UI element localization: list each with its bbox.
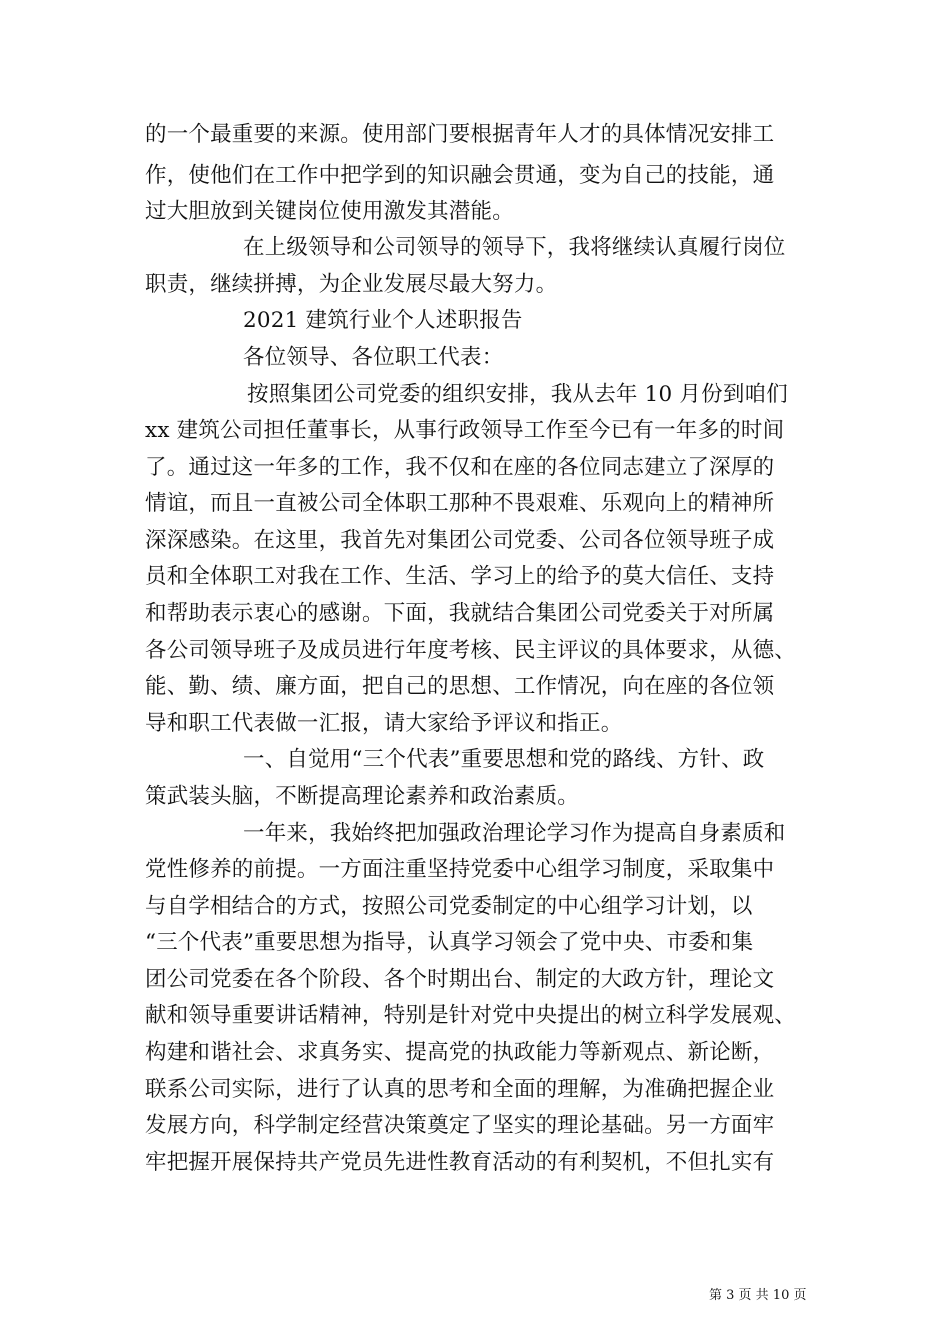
body-line: 员和全体职工对我在工作、生活、学习上的给予的莫大信任、支持: [145, 564, 775, 589]
paragraph-start: 按照集团公司党委的组织安排，我从去年 10 月份到咱们: [247, 382, 788, 407]
body-line: 与自学相结合的方式，按照公司党委制定的中心组学习计划，以: [145, 894, 753, 919]
body-line: 构建和谐社会、求真务实、提高党的执政能力等新观点、新论断，: [145, 1040, 775, 1065]
body-line: 和帮助表示衷心的感谢。下面，我就结合集团公司党委关于对所属: [145, 601, 775, 626]
body-line: 团公司党委在各个阶段、各个时期出台、制定的大政方针，理论文: [145, 967, 775, 992]
body-line: 职责，继续拼搏，为企业发展尽最大努力。: [145, 272, 558, 297]
paragraph-start: 在上级领导和公司领导的领导下，我将继续认真履行岗位: [243, 235, 786, 260]
page-number-footer: 第 3 页 共 10 页: [709, 1288, 807, 1303]
report-title: 2021 建筑行业个人述职报告: [243, 308, 523, 333]
body-line: 了。通过这一年多的工作，我不仅和在座的各位同志建立了深厚的: [145, 455, 775, 480]
body-line: 过大胆放到关键岗位使用激发其潜能。: [145, 199, 514, 224]
body-line: 各公司领导班子及成员进行年度考核、民主评议的具体要求，从德、: [145, 638, 797, 663]
body-line: xx 建筑公司担任董事长，从事行政领导工作至今已有一年多的时间: [145, 418, 785, 443]
salutation: 各位领导、各位职工代表：: [243, 345, 504, 370]
body-line: 牢把握开展保持共产党员先进性教育活动的有利契机，不但扎实有: [145, 1150, 775, 1175]
body-line: 作，使他们在工作中把学到的知识融会贯通，变为自己的技能，通: [145, 163, 775, 188]
body-line: 献和领导重要讲话精神，特别是针对党中央提出的树立科学发展观、: [145, 1003, 797, 1028]
paragraph-start: 一年来，我始终把加强政治理论学习作为提高自身素质和: [243, 821, 786, 846]
body-line: 深深感染。在这里，我首先对集团公司党委、公司各位领导班子成: [145, 528, 775, 553]
section-heading: 一、自觉用“三个代表”重要思想和党的路线、方针、政: [243, 747, 765, 772]
body-line: 联系公司实际，进行了认真的思考和全面的理解，为准确把握企业: [145, 1077, 775, 1102]
body-line: 发展方向，科学制定经营决策奠定了坚实的理论基础。另一方面牢: [145, 1113, 775, 1138]
body-line: “三个代表”重要思想为指导，认真学习领会了党中央、市委和集: [145, 930, 754, 955]
body-line: 党性修养的前提。一方面注重坚持党委中心组学习制度，采取集中: [145, 857, 775, 882]
section-heading-continued: 策武装头脑，不断提高理论素养和政治素质。: [145, 784, 580, 809]
body-line: 能、勤、绩、廉方面，把自己的思想、工作情况，向在座的各位领: [145, 674, 775, 699]
body-line: 导和职工代表做一汇报，请大家给予评议和指正。: [145, 711, 623, 736]
body-line: 情谊，而且一直被公司全体职工那种不畏艰难、乐观向上的精神所: [145, 491, 775, 516]
body-line: 的一个最重要的来源。使用部门要根据青年人才的具体情况安排工: [145, 122, 775, 147]
